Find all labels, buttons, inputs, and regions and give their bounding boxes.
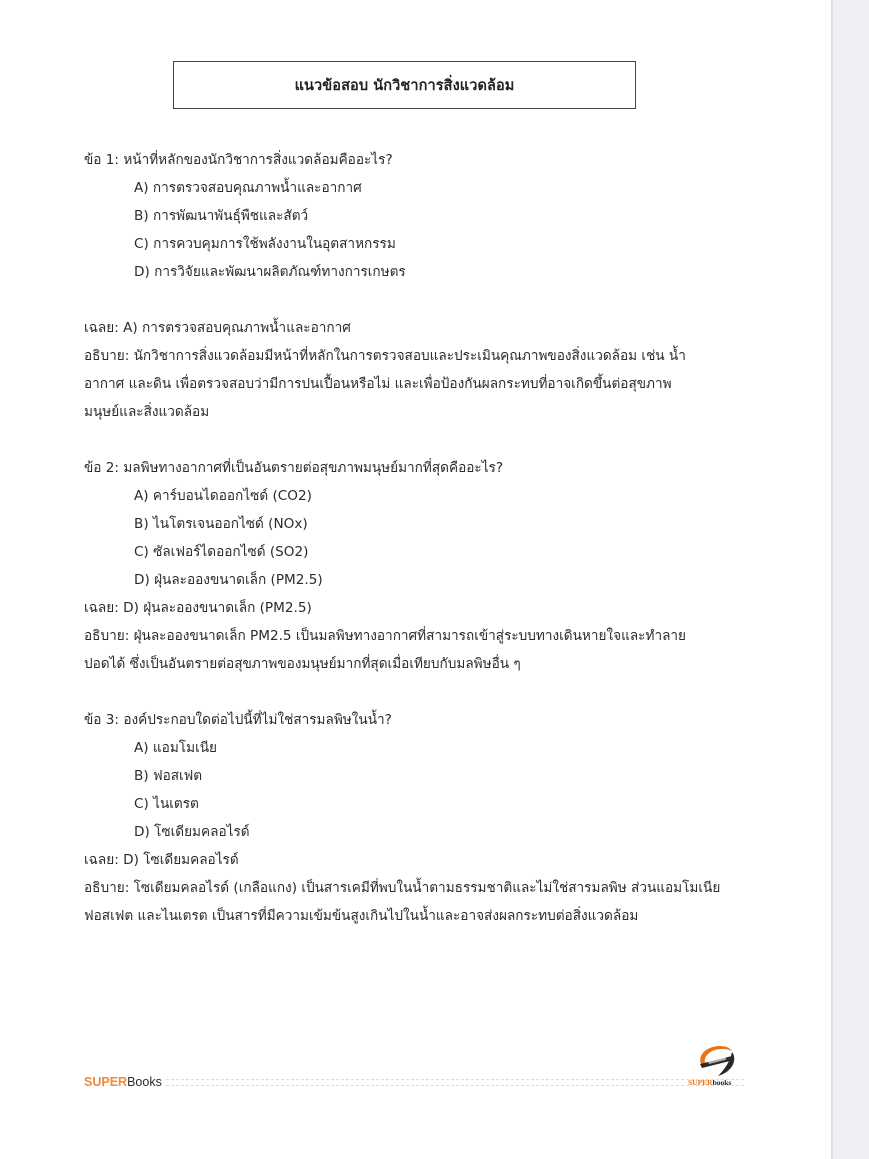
page-footer [84,1073,748,1091]
question-text: ข้อ 3: องค์ประกอบใดต่อไปนี้ที่ไม่ใช่สารมลพิษในน้ำ? [84,712,392,728]
answer-text: เฉลย: A) การตรวจสอบคุณภาพน้ำและอากาศ [84,320,351,336]
question-block-3 [84,706,724,930]
explanation-line: ปอดได้ ซึ่งเป็นอันตรายต่อสุขภาพของมนุษย์มากที่สุดเมื่อเทียบกับมลพิษอื่น ๆ [84,656,521,672]
option-d: D) ฝุ่นละอองขนาดเล็ก (PM2.5) [134,572,323,588]
answer-text: เฉลย: D) ฝุ่นละอองขนาดเล็ก (PM2.5) [84,600,312,616]
option-b: B) การพัฒนาพันธุ์พืชและสัตว์ [134,208,309,224]
option-d: D) การวิจัยและพัฒนาผลิตภัณฑ์ทางการเกษตร [134,264,406,280]
explanation-line: อากาศ และดิน เพื่อตรวจสอบว่ามีการปนเปื้อนหรือไม่ และเพื่อป้องกันผลกระทบที่อาจเกิดขึ้นต่อสุขภาพ [84,376,672,392]
option-b: B) ฟอสเฟต [134,768,203,784]
footer-divider [166,1079,744,1086]
title-box [173,61,636,109]
spacer [84,426,724,454]
spacer [84,286,724,314]
question-block-2 [84,454,724,678]
footer-brand-books: Books [127,1075,162,1089]
page-title: แนวข้อสอบ นักวิชาการสิ่งแวดล้อม [294,77,515,94]
explanation-line: อธิบาย: โซเดียมคลอไรด์ (เกลือแกง) เป็นสารเคมีที่พบในน้ำตามธรรมชาติและไม่ใช่สารมลพิษ ส่วนแอมโมเนีย [84,880,721,896]
question-text: ข้อ 2: มลพิษทางอากาศที่เป็นอันตรายต่อสุขภาพมนุษย์มากที่สุดคืออะไร? [84,460,504,476]
superbooks-logo [688,1042,750,1090]
option-c: C) ซัลเฟอร์ไดออกไซด์ (SO2) [134,544,309,560]
question-block-1 [84,146,724,426]
option-a: A) แอมโมเนีย [134,740,217,756]
option-b: B) ไนโตรเจนออกไซด์ (NOx) [134,516,308,532]
explanation-line: อธิบาย: นักวิชาการสิ่งแวดล้อมมีหน้าที่หลักในการตรวจสอบและประเมินคุณภาพของสิ่งแวดล้อม เช่น น้ำ [84,348,686,364]
option-a: A) คาร์บอนไดออกไซด์ (CO2) [134,488,312,504]
answer-text: เฉลย: D) โซเดียมคลอไรด์ [84,852,239,868]
spacer [84,678,724,706]
explanation-line: อธิบาย: ฝุ่นละอองขนาดเล็ก PM2.5 เป็นมลพิษทางอากาศที่สามารถเข้าสู่ระบบทางเดินหายใจและทำลาย [84,628,687,644]
superbooks-swoosh-logo-icon [688,1042,750,1080]
option-c: C) การควบคุมการใช้พลังงานในอุตสาหกรรม [134,236,396,252]
option-a: A) การตรวจสอบคุณภาพน้ำและอากาศ [134,180,362,196]
footer-brand-super: SUPER [84,1075,128,1089]
option-d: D) โซเดียมคลอไรด์ [134,824,250,840]
explanation-line: มนุษย์และสิ่งแวดล้อม [84,404,210,420]
question-text: ข้อ 1: หน้าที่หลักของนักวิชาการสิ่งแวดล้อมคืออะไร? [84,152,393,168]
option-c: C) ไนเตรต [134,796,199,812]
logo-wordmark: SUPERbooks [688,1078,732,1087]
document-content [84,146,724,930]
explanation-line: ฟอสเฟต และไนเตรต เป็นสารที่มีความเข้มข้นสูงเกินไปในน้ำและอาจส่งผลกระทบต่อสิ่งแวดล้อม [84,908,639,924]
